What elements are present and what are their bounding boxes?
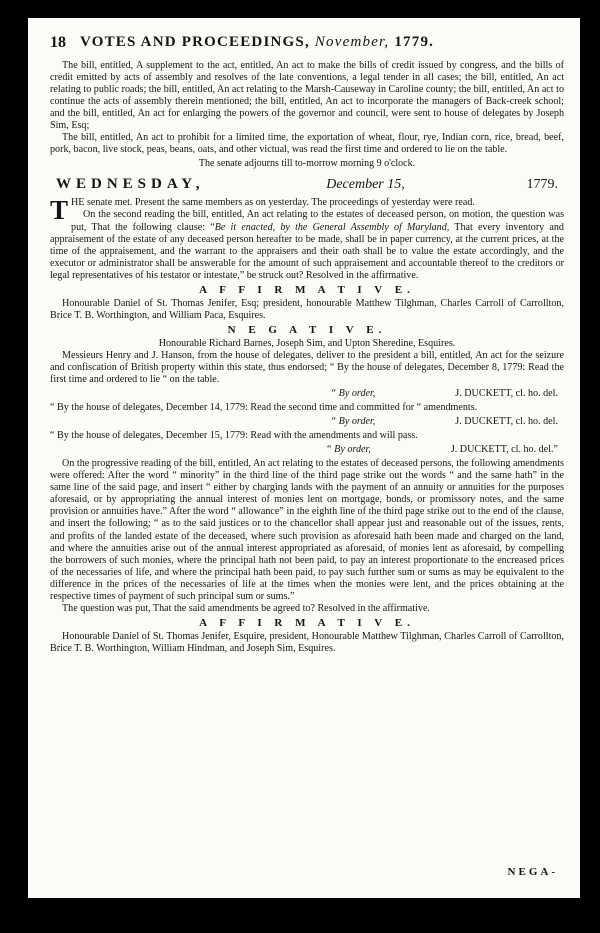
paragraph-second-reading: [50, 209, 564, 281]
order-signature-3: J. DUCKETT, cl. ho. del.”: [450, 444, 558, 456]
running-head-month: November,: [314, 34, 390, 50]
catchword: NEGA-: [507, 866, 558, 878]
document-page: [28, 18, 580, 898]
enacting-clause: Be it enacted, by the General Assembly of Maryland,: [214, 221, 450, 233]
page-body: [50, 60, 564, 655]
day-date: December 15,: [326, 177, 405, 193]
running-head-year: 1779.: [394, 34, 435, 50]
paragraph-amendments: On the progressive reading of the bill, entitled, An act relating to the estates of deceased persons, the following amendments were offered: After the word “ minority” in the third line of the third page strike out the words “ and the same hath” in the same line of the said page, and insert “ either by charging lands with the payment of an annuity or annuities for the purposes aforesaid, or by appropriating the annual interest of monies lent on mortgage, bonds, or promissory notes, and the same provision or annuities have.” After the word “ allowance” in the eighth line of the third page strike out to the end of the clause, and insert the following; “ as to the said justices or to the chancellor shall appear just and reasonable out of the issues, rents, and profits of the landed estate of the deceased, where such provision as aforesaid hath been made and charged on the land, and where the annuities arise out of the annual interest appropriated as aforesaid, of monies lent as aforesaid, by compelling the borrowers of such monies, where the principal hath not been paid, to pay an interest proportionate to the encreased prices of the necessaries of life, and where the principal hath been paid, to pay such further sum or sums as may be equivalent to the difference in the prices of the necessaries of life at the times when the monies were lent, and the prices obtaining at the respective times of payment of such principal sum or sums.”: [50, 458, 564, 602]
paragraph-second-reading-part-a: On the second reading the bill, entitled, An act relating to the estates of deceased person, on motion, the question was put, That the following clause: “: [71, 209, 564, 233]
paragraph-second-reading-part-b: That every inventory and appraisement of the estate of any deceased person hereafter to be made, shall be in paper currency, at the current prices, at the time of the appraisement, and the warrant to the appraisers and their oath shall be to value the estate accordingly, and the executor or administrator shall be answerable for the amount of such appraisement and accountable thereof to the creditors or legal representatives of his testator or intestate,” be struck out? Resolved in the affirmative.: [50, 221, 564, 281]
negative-heading: N E G A T I V E.: [227, 323, 387, 336]
day-year: 1779.: [526, 177, 558, 193]
affirmative-heading-1: A F F I R M A T I V E.: [199, 283, 415, 296]
order-signature-2: J. DUCKETT, cl. ho. del.: [455, 416, 558, 428]
paragraph-question-put: The question was put, That the said amendments be agreed to? Resolved in the affirmative.: [62, 602, 430, 614]
order-by-3: “ By order,: [326, 444, 371, 456]
order-by-2: “ By order,: [330, 416, 376, 428]
order-line-3: [50, 444, 564, 456]
paragraph-senate-met-text: HE senate met. Present the same members as on yesterday. The proceedings of yesterday were read.: [71, 197, 475, 209]
affirmative-names-2: Honourable Daniel of St. Thomas Jenifer, Esquire, president, Honourable Matthew Tilghman, Charles Carroll of Carrollton, Brice T. B. Worthington, William Hindman, and Joseph Sim, Esquires.: [50, 630, 564, 654]
negative-names: Honourable Richard Barnes, Joseph Sim, and Upton Sheredine, Esquires.: [158, 337, 456, 349]
order-line-1: [50, 388, 564, 400]
paragraph-bills-sent: The bill, entitled, A supplement to the act, entitled, An act to make the bills of credit issued by congress, and the bills of credit emitted by acts of assembly and resolves of the late conventions, a legal tender in all cases; the bill, entitled, An act relating to public roads; the bill, entitled, An act relating to the Marsh-Causeway in Caroline county; the bill, entitled, An act to continue the acts of assembly therein mentioned; the bill, entitled, An act to incorporate the managers of Back-creek school; and the bill, entitled, An act for enlarging the powers of the governor and council, were sent to house of delegates by Joseph Sim, Esq;: [50, 60, 564, 132]
adjournment-line: The senate adjourns till to-morrow morning 9 o'clock.: [198, 158, 416, 170]
day-heading: [56, 176, 558, 193]
order-signature-1: J. DUCKETT, cl. ho. del.: [455, 388, 558, 400]
order-by-1: “ By order,: [330, 388, 376, 400]
running-head: [80, 34, 434, 51]
page-header: [48, 28, 568, 62]
running-head-title: VOTES AND PROCEEDINGS,: [80, 34, 310, 50]
paragraph-second-time: “ By the house of delegates, December 14, 1779: Read the second time and committed for “ amendments.: [50, 402, 478, 414]
paragraph-amendments-read: “ By the house of delegates, December 15, 1779: Read with the amendments and will pass.: [50, 430, 418, 442]
page-number: 18: [50, 34, 66, 51]
drop-cap: T: [50, 195, 69, 226]
affirmative-names-1: Honourable Daniel of St. Thomas Jenifer, Esq; president, honourable Matthew Tilghman, Charles Carroll of Carrollton, Brice T. B. Worthington, and William Paca, Esquires.: [50, 297, 564, 321]
order-line-2: [50, 416, 564, 428]
day-name: WEDNESDAY,: [56, 176, 205, 193]
paragraph-delegates-bill: Messieurs Henry and J. Hanson, from the house of delegates, deliver to the president a bill, entitled, An act for the seizure and confiscation of British property within this state, thus endorsed; “ By the house of delegates, December 8, 1779: Read the first time and ordered to lie “ on the table.: [50, 349, 564, 386]
affirmative-heading-2: A F F I R M A T I V E.: [199, 616, 415, 629]
paragraph-export-bill: The bill, entitled, An act to prohibit for a limited time, the exportation of wheat, flour, rye, Indian corn, rice, bread, beef, pork, bacon, live stock, peas, beans, oats, and other victual, was read the first time and ordered to lie on the table.: [50, 132, 564, 156]
